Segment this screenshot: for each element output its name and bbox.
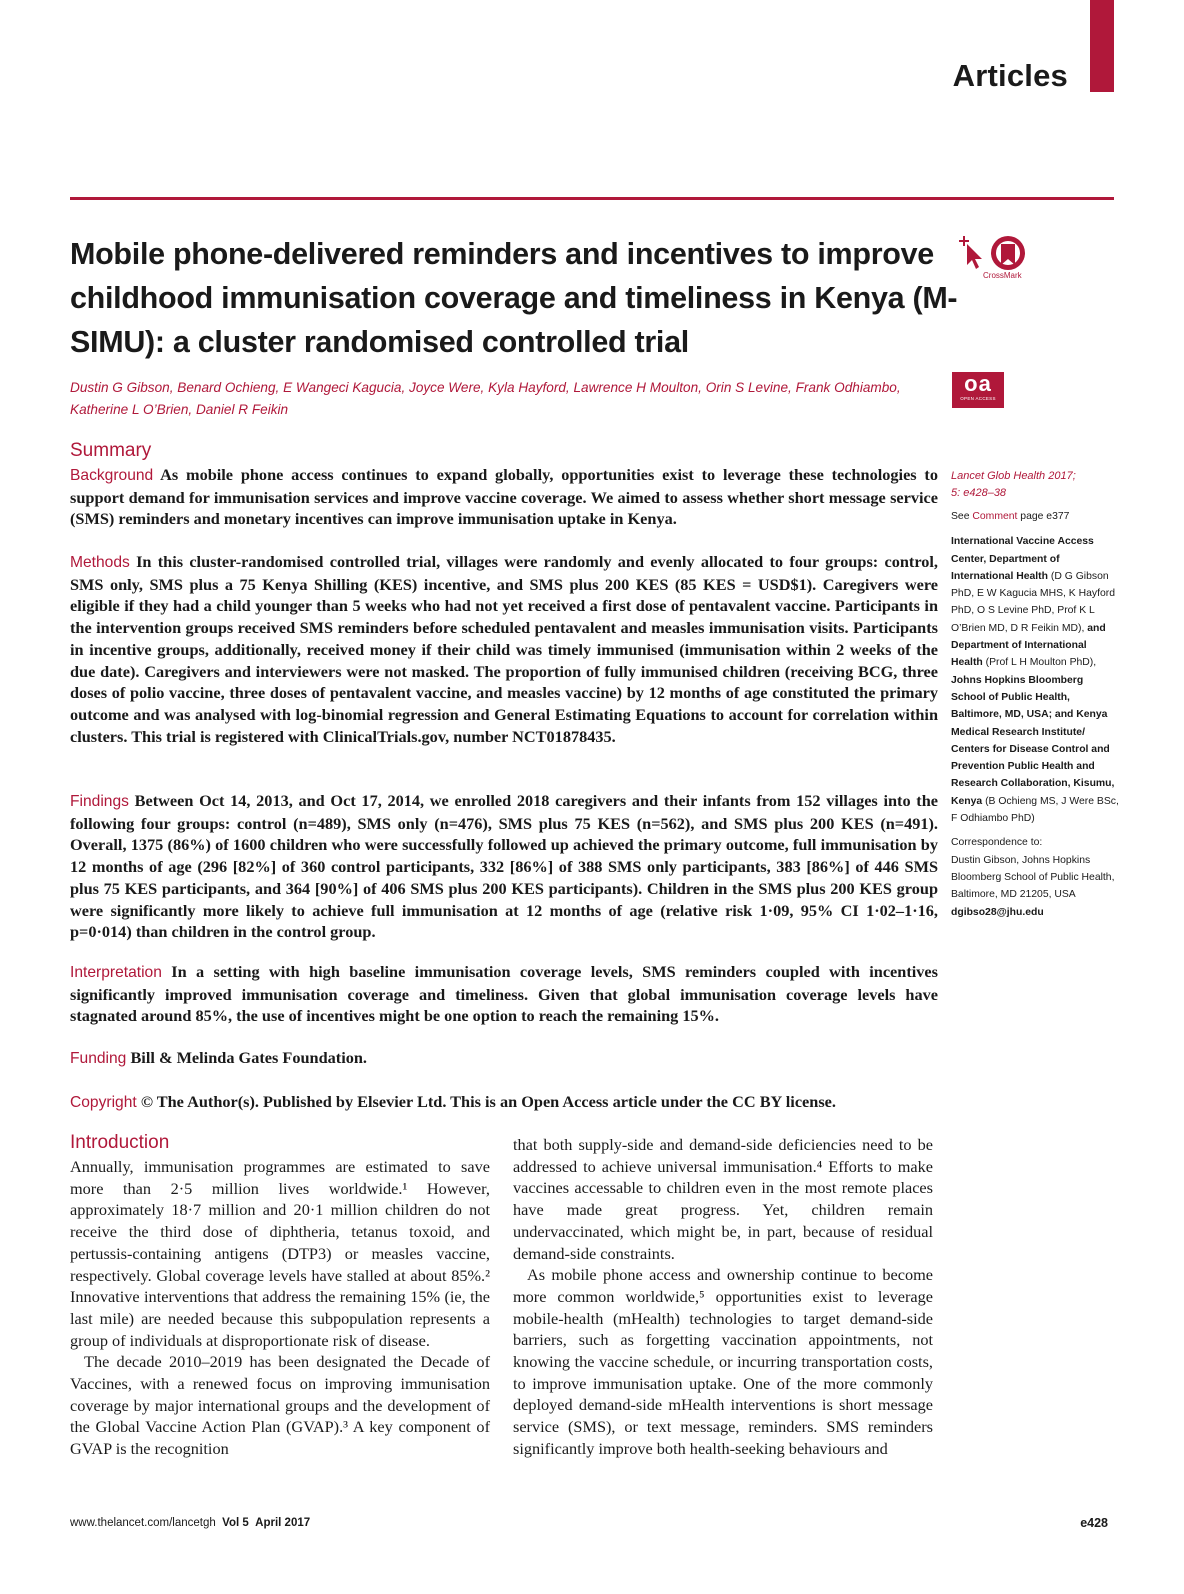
affiliation-3-people: (B Ochieng MS, J Were BSc, F Odhiambo PhD) xyxy=(951,795,1119,825)
section-label: Articles xyxy=(952,58,1068,93)
summary-funding xyxy=(70,1047,938,1070)
footer-date: April 2017 xyxy=(255,1517,311,1529)
summary-copyright xyxy=(70,1091,938,1114)
intro-paragraph: that both supply-side and demand-side deficiencies need to be addressed to achieve universal immunisation.⁴ Efforts to make vaccines accessable to children even in the most remote places have made great progress. Yet, children remain undervaccinated, which might be, in part, because of residual demand-side constraints. xyxy=(513,1135,933,1263)
see-comment: See Comment page e377 xyxy=(951,511,1070,522)
intro-left-column xyxy=(70,1156,490,1460)
footer-citation xyxy=(70,1517,310,1529)
summary-heading: Summary xyxy=(70,440,152,461)
interpretation-text: In a setting with high baseline immunisation coverage levels, SMS reminders coupled with incentives significantly improved immunisation coverage and timeliness. Given that global immunisation coverage levels have stagnated around 85%, the use of incentives might be one option to reach the remaining 15%. xyxy=(70,962,938,1026)
crossmark-label: CrossMark xyxy=(983,271,1022,280)
affiliation-1: International Vaccine Access Center, Department of International Health xyxy=(951,536,1094,582)
correspondence xyxy=(951,834,1119,920)
affiliation-3: Johns Hopkins Bloomberg School of Public Health, Baltimore, MD, USA; and Kenya Medical Research Institute/ Centers for Disease Control and Prevention Public Health and Research Collaboration, Kisumu, Kenya xyxy=(951,674,1115,807)
findings-label: Findings xyxy=(70,793,129,810)
intro-paragraph: As mobile phone access and ownership continue to become more common worldwide,⁵ opportunities exist to leverage mobile-health (mHealth) technologies to target demand-side barriers, such as forgetting vaccination appointments, not knowing the vaccine schedule, or incurring transportation costs, to improve immunisation uptake. One of the more commonly deployed demand-side mHealth interventions is short message service (SMS), or text message, reminders. SMS reminders significantly improve both health-seeking behaviours and xyxy=(513,1265,933,1458)
intro-paragraph: The decade 2010–2019 has been designated the Decade of Vaccines, with a renewed focus on improving immunisation coverage by major international groups and the development of the Global Vaccine Action Plan (GVAP).³ A key component of GVAP is the recognition xyxy=(70,1352,490,1459)
affiliations: International Vaccine Access Center, Department of International Health (D G Gibson PhD, E W Kagucia MHS, K Hayford PhD, O S Levine PhD, Prof K L O’Brien MD, D R Feikin MD), and Department of International Health (Prof L H Moulton PhD), Johns Hopkins Bloomberg School of Public Health, Baltimore, MD, USA; and Kenya Medical Research Institute/ Centers for Disease Control and Prevention Public Health and Research Collaboration, Kisumu, Kenya (B Ochieng MS, J Were BSc, F Odhiambo PhD) xyxy=(951,536,1119,825)
copyright-label: Copyright xyxy=(70,1094,137,1111)
funding-label: Funding xyxy=(70,1050,127,1067)
interpretation-label: Interpretation xyxy=(70,964,162,981)
correspondence-address: Dustin Gibson, Johns Hopkins Bloomberg School of Public Health, Baltimore, MD 21205, USA xyxy=(951,854,1115,901)
summary-background xyxy=(70,464,938,530)
citation-journal: Lancet Glob Health 2017; xyxy=(951,470,1076,482)
section-tab-marker xyxy=(1090,0,1114,92)
page-number: e428 xyxy=(1080,1516,1108,1530)
affiliation-2: Department of International Health xyxy=(951,640,1087,669)
summary-interpretation xyxy=(70,961,938,1027)
correspondence-email[interactable]: dgibso28@jhu.edu xyxy=(951,906,1044,918)
copyright-text: © The Author(s). Published by Elsevier Ltd. This is an Open Access article under the CC BY license. xyxy=(140,1092,836,1111)
comment-link[interactable]: Comment xyxy=(972,511,1018,522)
intro-right-column xyxy=(513,1134,933,1460)
summary-methods xyxy=(70,551,938,747)
open-access-badge xyxy=(952,372,1004,408)
citation xyxy=(951,468,1119,501)
findings-text: Between Oct 14, 2013, and Oct 17, 2014, we enrolled 2018 caregivers and their infants from 152 villages into the following four groups: control (n=489), SMS only (n=476), SMS plus 75 KES (n=562), and SMS plus 200 KES (n=491). Overall, 1375 (86%) of 1600 children who were successfully followed up achieved the primary outcome, full immunisation by 12 months of age (296 [82%] of 360 control participants, 332 [86%] of 388 SMS only participants, 383 [86%] of 446 SMS plus 75 KES participants, and 364 [90%] of 406 SMS plus 200 KES participants). Children in the SMS plus 200 KES group were significantly more likely to achieve full immunisation at 12 months of age (relative risk 1·09, 95% CI 1·02–1·16, p=0·014) than children in the control group. xyxy=(70,791,938,942)
author-list[interactable]: Dustin G Gibson, Benard Ochieng, E Wangeci Kagucia, Joyce Were, Kyla Hayford, Lawrence H Moulton, Orin S Levine, Frank Odhiambo, Katherine L O’Brien, Daniel R Feikin xyxy=(70,380,901,417)
footer-url[interactable]: www.thelancet.com/lancetgh xyxy=(70,1517,216,1529)
affiliation-2-people: (Prof L H Moulton PhD), xyxy=(982,657,1097,669)
citation-pages: 5: e428–38 xyxy=(951,486,1007,499)
article-title: Mobile phone-delivered reminders and incentives to improve childhood immunisation coverage and timeliness in Kenya (M-SIMU): a cluster randomised controlled trial xyxy=(70,237,958,359)
methods-text: In this cluster-randomised controlled trial, villages were randomly and evenly allocated to four groups: control, SMS only, SMS plus a 75 Kenya Shilling (KES) incentive, and SMS plus 200 KES (85 KES = USD$1). Caregivers were eligible if they had a child younger than 5 weeks who had not yet received a first dose of pentavalent vaccine. Participants in the intervention groups received SMS reminders before scheduled pentavalent and measles immunisation visits. Participants in incentive groups, additionally, received money if their child was timely immunised (immunisation within 2 weeks of the due date). Caregivers and interviewers were not masked. The proportion of fully immunised children (receiving BCG, three doses of polio vaccine, three doses of pentavalent vaccine, and measles vaccine) by 12 months of age constituted the primary outcome and was analysed with log-binomial regression and General Estimating Equations to account for correlation within clusters. This trial is registered with ClinicalTrials.gov, number NCT01878435. xyxy=(70,552,938,746)
background-text: As mobile phone access continues to expand globally, opportunities exist to leverage these technologies to support demand for immunisation services and improve vaccine coverage. We aimed to assess whether short message service (SMS) reminders and monetary incentives can improve immunisation uptake in Kenya. xyxy=(70,465,938,529)
funding-text: Bill & Melinda Gates Foundation. xyxy=(130,1048,367,1067)
methods-label: Methods xyxy=(70,554,130,571)
footer-volume: Vol 5 xyxy=(222,1517,249,1529)
background-label: Background xyxy=(70,467,154,484)
summary-findings xyxy=(70,790,938,943)
intro-paragraph: Annually, immunisation programmes are estimated to save more than 2·5 million lives worldwide.¹ However, approximately 18·7 million and 20·1 million children do not receive the third dose of diphtheria, tetanus toxoid, and pertussis-containing antigens (DTP3) or measles vaccine, respectively. Global coverage levels have stalled at about 85%.² Innovative interventions that address the remaining 15% (ie, the last mile) are needed because this subpopulation represents a group of individuals at disproportionate risk of disease. xyxy=(70,1157,490,1350)
oa-sub-label: OPEN ACCESS xyxy=(960,396,996,401)
correspondence-label: Correspondence to: xyxy=(951,837,1043,849)
oa-icon-text: oa xyxy=(964,371,992,396)
introduction-heading: Introduction xyxy=(70,1132,170,1153)
affiliation-1-people: (D G Gibson PhD, E W Kagucia MHS, K Hayford PhD, O S Levine PhD, Prof K L O’Brien MD, D R Feikin MD), xyxy=(951,570,1115,634)
header-rule xyxy=(70,197,1114,200)
sidebar xyxy=(951,468,1119,921)
